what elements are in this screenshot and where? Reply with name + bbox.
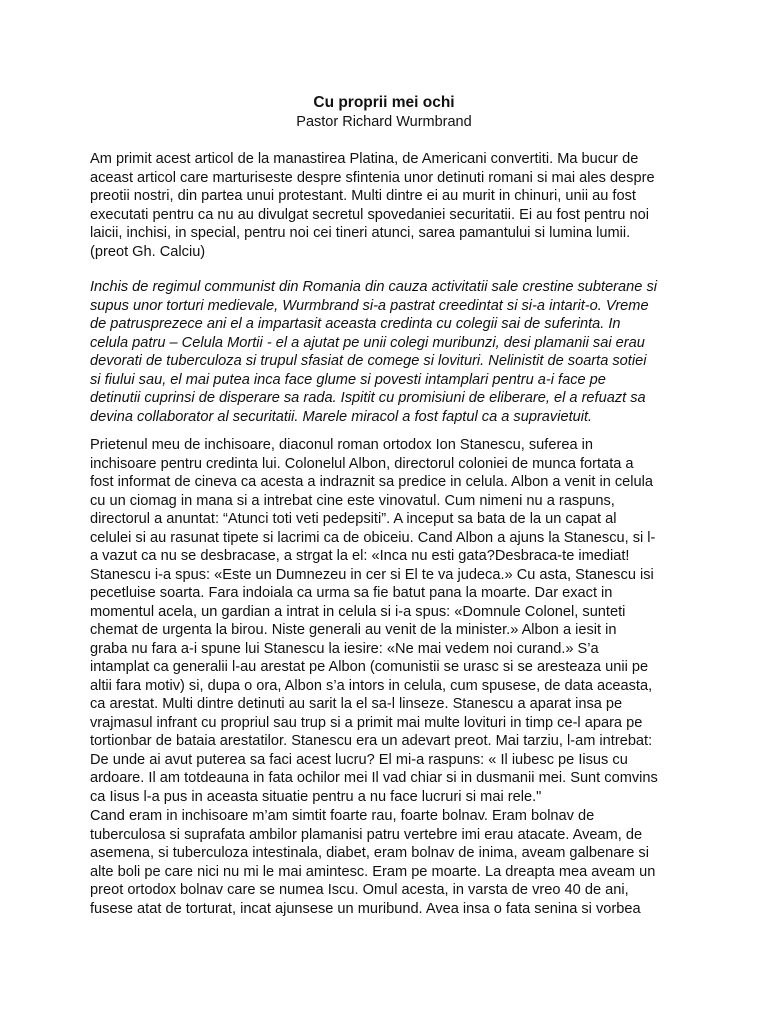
paragraph-illness — [90, 807, 690, 918]
text-line: momentul acela, un gardian a intrat in celula si i-a spus: «Domnule Colonel, sunteti — [90, 603, 626, 620]
text-line: tortionbar de bataia arestatilor. Stanescu era un adevart preot. Mai tarziu, l-am intrebat: — [90, 733, 653, 749]
paragraph-stanescu-story — [90, 436, 690, 806]
text-line: asemena, si tuberculoza intestinala, diabet, eram bolnav de inima, aveam galbenare si — [90, 845, 649, 861]
text-line: de patrusprezece ani el a impartasit aceasta credinta cu colegii sai de suferinta. In — [90, 316, 621, 332]
text-line: vrajmasul infrant cu propriul sau trup si a primit mai multe lovituri in timp ce-l apara pe — [90, 714, 643, 731]
text-line: Inchis de regimul communist din Romania din cauza activitatii sale crestine subterane si — [90, 279, 657, 295]
text-line: celula patru – Celula Mortii - el a ajutat pe unii colegi muribunzi, desi plamanii sai erau — [90, 334, 645, 351]
text-line: Stanescu i-a spus: «Este un Dumnezeu in cer si El te va judeca.» Cu asta, Stanescu isi — [90, 566, 654, 583]
text-line: celulei si au rasunat tipete si lacrimi ca de obiceiu. Cand Albon a ajuns la Stanescu, si l- — [90, 529, 656, 546]
text-line: fusese atat de torturat, incat ajunsese un muribund. Avea insa o fata senina si vorbea — [90, 900, 641, 917]
text-line: Prietenul meu de inchisoare, diaconul roman ortodox Ion Stanescu, suferea in — [90, 437, 593, 453]
text-line: laicii, inchisi, in special, pentru noi cei tineri atunci, sarea pamantului si lumina lumii. — [90, 225, 631, 241]
paragraph-intro — [90, 150, 690, 261]
text-line: ca arestat. Multi dintre detinuti au sarit la el sa-l linseze. Stanescu a aparat insa pe — [90, 696, 623, 712]
text-line: si fiului sau, el mai putea inca face glume si povesti intamplari pentru a-i face pe — [90, 371, 606, 388]
text-line: (preot Gh. Calciu) — [90, 243, 206, 260]
text-line: ardoare. Il am totdeauna in fata ochilor mei Il vad chiar si in dusmanii mei. Sunt comvins — [90, 770, 658, 786]
text-line: supus unor torturi medievale, Wurmbrand si-a pastrat creedintat si si-a intarit-o. Vreme — [90, 297, 649, 314]
text-line: directorul a anuntat: “Atunci toti veti pedepsiti”. A inceput sa bata de la un capat al — [90, 511, 617, 527]
text-line: fost informat de cineva ca acesta a indraznit sa predice in celula. Albon a venit in celula — [90, 474, 653, 490]
text-line: preotii nostri, din partea unui protestant. Multi dintre ei au murit in chinuri, unii au fost — [90, 188, 636, 204]
paragraph-italic-summary — [90, 278, 690, 426]
text-line: devina collaborator al securitatii. Marele miracol a fost faptul ca a supravietuit. — [90, 408, 593, 425]
text-line: tuberculosa si suprafata ambilor plamanisi patru vertebre imi erau atacate. Aveam, de — [90, 826, 643, 843]
text-line: De unde ai avut puterea sa faci acest lucru? El mi-a raspuns: « Il iubesc pe Iisus cu — [90, 751, 628, 768]
text-line: altii fara motiv) si, dupa o ora, Albon s’a intors in celula, cum spusese, de data aceasta, — [90, 677, 653, 694]
text-line: graba nu fara a-i spune lui Stanescu la iesire: «Ne mai vedem noi curand.» S’a — [90, 640, 599, 657]
text-line: devorati de tuberculoza si trupul sfasiat de comege si lovituri. Nelinistit de soarta sotiei — [90, 353, 647, 369]
text-line: pecetluise soarta. Fara indoiala ca urma sa fie batut pana la moarte. Dar exact in — [90, 585, 613, 601]
text-line: aceast articol care marturiseste despre sfintenia unor detinuti romani si mai ales despre — [90, 169, 655, 186]
text-line: cu un ciomag in mana si a intrebat cine este vinovatul. Cum nimeni nu a raspuns, — [90, 492, 615, 509]
text-line: executati pentru ca nu au divulgat secretul spovedaniei securitatii. Ei au fost pentru noi — [90, 206, 649, 223]
text-line: chemat de urgenta la birou. Niste generali au venit de la minister.» Albon a iesit in — [90, 622, 617, 638]
text-line: preot ortodox bolnav care se numea Iscu. Omul acesta, in varsta de vreo 40 de ani, — [90, 882, 629, 898]
text-line: Am primit acest articol de la manastirea Platina, de Americani convertiti. Ma bucur de — [90, 151, 639, 167]
document-author: Pastor Richard Wurmbrand — [296, 114, 472, 130]
text-line: inchisoare pentru credinta lui. Colonelul Albon, directorul coloniei de munca fortata a — [90, 455, 634, 472]
text-line: a vazut ca nu se desbracase, a strgat la el: «Inca nu esti gata?Desbraca-te imediat! — [90, 548, 630, 564]
text-line: alte boli pe care nici nu mi le mai amintesc. Eram pe moarte. La dreapta mea aveam un — [90, 863, 656, 880]
text-line: ca Iisus l-a pus in aceasta situatie pentru a nu face lucruri si mai rele." — [90, 788, 542, 805]
text-line: Cand eram in inchisoare m’am simtit foarte rau, foarte bolnav. Eram bolnav de — [90, 808, 595, 824]
document-title: Cu proprii mei ochi — [313, 94, 455, 111]
text-line: detinutii cuprinsi de disperare sa rada. Ispitit cu promisiuni de eliberare, el a refuazt sa — [90, 390, 646, 406]
text-line: intamplat ca generalii l-au arestat pe Albon (comunistii se urasc si se aresteaza unii pe — [90, 659, 649, 675]
